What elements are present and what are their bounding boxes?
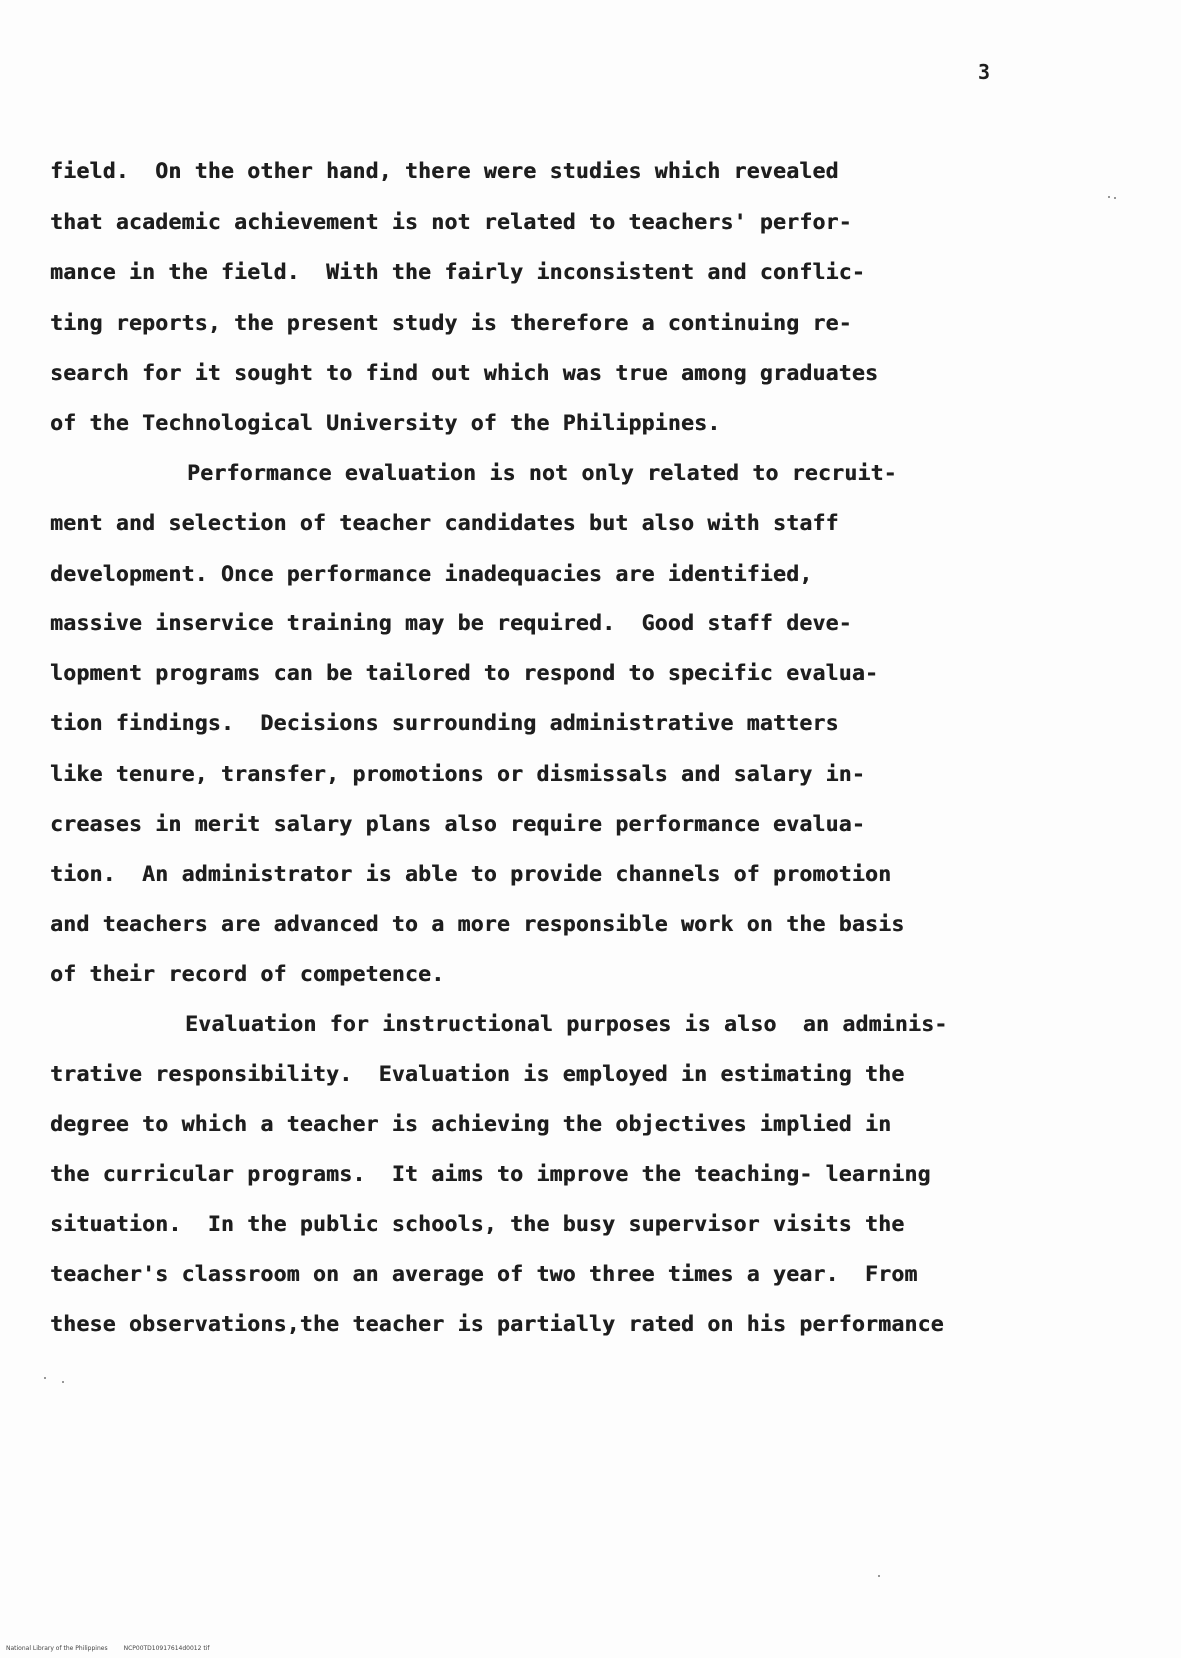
scan-speck: [62, 1381, 64, 1383]
text-line: trative responsibility. Evaluation is employed in estimating the: [50, 1062, 905, 1087]
text-line: mance in the field. With the fairly inconsistent and conflic-: [50, 260, 865, 285]
scan-footer: [6, 1645, 225, 1652]
text-line: of their record of competence.: [50, 962, 445, 987]
text-line: the curricular programs. It aims to improve the teaching- learning: [50, 1162, 931, 1187]
text-line: degree to which a teacher is achieving the objectives implied in: [50, 1112, 892, 1137]
text-line: like tenure, transfer, promotions or dismissals and salary in-: [50, 762, 865, 787]
text-line: massive inservice training may be required. Good staff deve-: [50, 611, 852, 636]
text-line: tion findings. Decisions surrounding administrative matters: [50, 711, 839, 736]
text-line: lopment programs can be tailored to respond to specific evalua-: [50, 661, 879, 686]
text-line: creases in merit salary plans also require performance evalua-: [50, 812, 865, 837]
footer-code: NCP00TD10917614d0012 tif: [123, 1645, 210, 1652]
page-number: 3: [978, 60, 991, 84]
text-line: search for it sought to find out which was true among graduates: [50, 361, 879, 386]
scan-speck: [878, 1575, 880, 1577]
text-line: of the Technological University of the Philippines.: [50, 411, 721, 436]
scan-speck: [1114, 197, 1116, 199]
text-line: and teachers are advanced to a more responsible work on the basis: [50, 912, 905, 937]
scan-speck: [44, 1377, 46, 1379]
text-line: tion. An administrator is able to provide channels of promotion: [50, 862, 892, 887]
text-line: ment and selection of teacher candidates but also with staff: [50, 511, 839, 536]
paragraph-start-line: Evaluation for instructional purposes is also an adminis-: [185, 1012, 948, 1037]
scan-speck: [1108, 196, 1110, 198]
text-line: situation. In the public schools, the busy supervisor visits the: [50, 1212, 905, 1237]
text-line: these observations,the teacher is partially rated on his performance: [50, 1312, 944, 1337]
footer-library: National Library of the Philippines: [6, 1645, 108, 1652]
text-line: development. Once performance inadequacies are identified,: [50, 562, 813, 587]
paragraph-start-line: Performance evaluation is not only related to recruit-: [187, 461, 897, 486]
text-line: that academic achievement is not related to teachers' perfor-: [50, 210, 852, 235]
text-line: field. On the other hand, there were studies which revealed: [50, 159, 839, 184]
text-line: teacher's classroom on an average of two three times a year. From: [50, 1262, 918, 1287]
text-line: ting reports, the present study is therefore a continuing re-: [50, 311, 852, 336]
